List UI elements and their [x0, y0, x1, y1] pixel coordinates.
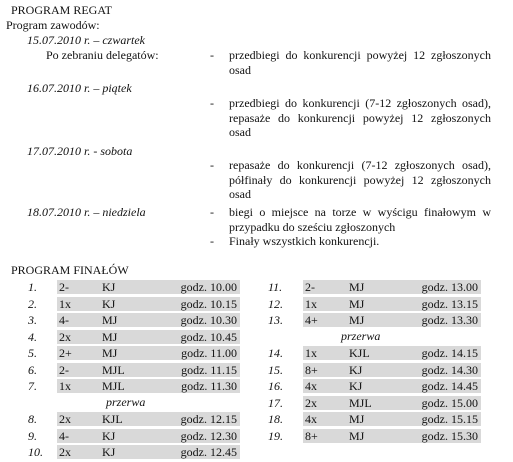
table-row: [303, 379, 481, 393]
race-number: 3.: [28, 313, 37, 327]
schedule-date: 17.07.2010 r. - sobota: [27, 144, 133, 158]
boat-class: 1x: [305, 346, 317, 360]
boat-class: 2-: [305, 280, 315, 294]
boat-class: 2x: [59, 412, 71, 426]
program-subtitle: Program zawodów:: [6, 18, 100, 32]
boat-class: 4+: [305, 313, 318, 327]
race-number: 6.: [28, 362, 37, 377]
category: MJ: [102, 346, 118, 360]
page-title: PROGRAM REGAT: [11, 3, 113, 17]
boat-class: 2x: [305, 395, 317, 410]
boat-class: 2-: [59, 280, 69, 294]
table-row: [57, 445, 240, 459]
race-number: 18.: [268, 412, 283, 426]
category: KJ: [349, 379, 363, 393]
race-number: 4.: [28, 329, 37, 344]
break-label: przerwa: [106, 394, 146, 409]
category: KJ: [102, 445, 116, 459]
category: KJL: [102, 412, 123, 426]
category: KJ: [102, 296, 116, 311]
race-time: godz. 13.00: [421, 280, 478, 294]
table-row: [57, 429, 240, 443]
boat-class: 2x: [59, 445, 71, 459]
race-number: 8.: [28, 412, 37, 426]
boat-class: 1x: [305, 296, 317, 311]
schedule-date: 16.07.2010 r. – piątek: [27, 81, 132, 95]
category: MJ: [349, 280, 365, 294]
race-time: godz. 11.30: [181, 379, 237, 393]
race-number: 16.: [268, 379, 283, 393]
category: MJ: [349, 313, 365, 327]
list-dash: -: [210, 96, 214, 110]
race-time: godz. 10.45: [180, 329, 237, 344]
schedule-item: przedbiegi do konkurencji (7-12 zgłoszonych osad), repasaże do konkurencji powyżej 12 zgłoszonych osad: [229, 96, 491, 139]
race-time: godz. 14.15: [421, 346, 478, 360]
table-row: [303, 297, 481, 311]
boat-class: 1x: [59, 296, 71, 311]
boat-class: 1x: [59, 379, 71, 393]
boat-class: 8+: [305, 428, 318, 443]
boat-class: 2x: [59, 329, 71, 344]
table-row: [57, 297, 240, 311]
table-row: [303, 346, 481, 360]
schedule-item: biegi o miejsce na torze w wyścigu finałowym w przypadku do sześciu zgłoszonych: [229, 205, 491, 234]
race-time: godz. 12.15: [180, 412, 237, 426]
schedule-item: repasaże do konkurencji (7-12 zgłoszonych osad), półfinały do konkurencji powyżej 12 zgłoszonych osad: [229, 158, 491, 201]
category: KJ: [102, 428, 116, 443]
race-time: godz. 13.30: [421, 313, 478, 327]
table-row: [303, 313, 481, 327]
schedule-item: przedbiegi do konkurencji powyżej 12 zgłoszonych osad: [229, 48, 491, 77]
table-row: [303, 280, 481, 294]
race-time: godz. 15.30: [421, 428, 478, 443]
schedule-date: 15.07.2010 r. – czwartek: [27, 33, 145, 47]
break-label: przerwa: [341, 328, 381, 343]
category: MJL: [349, 395, 372, 410]
list-dash: -: [210, 48, 214, 62]
race-time: godz. 14.45: [421, 379, 478, 393]
table-row: [57, 363, 240, 377]
race-number: 5.: [28, 346, 37, 360]
table-row: [57, 280, 240, 294]
boat-class: 2-: [59, 362, 69, 377]
table-row: [57, 346, 240, 360]
race-time: godz. 11.15: [181, 362, 237, 377]
table-row: [303, 412, 481, 426]
table-row: [57, 330, 240, 344]
category: MJ: [349, 428, 365, 443]
list-dash: -: [210, 234, 214, 248]
race-number: 2.: [28, 296, 37, 311]
category: MJ: [349, 296, 365, 311]
table-row: [303, 396, 481, 410]
boat-class: 4x: [305, 379, 317, 393]
list-dash: -: [210, 158, 214, 172]
boat-class: 4-: [59, 313, 69, 327]
table-row: [57, 412, 240, 426]
table-row: [303, 429, 481, 443]
race-time: godz. 12.30: [180, 428, 237, 443]
finals-title: PROGRAM FINAŁÓW: [11, 263, 129, 277]
race-number: 12.: [268, 296, 283, 311]
table-row: [57, 379, 240, 393]
race-time: godz. 10.15: [180, 296, 237, 311]
race-time: godz. 10.30: [180, 313, 237, 327]
category: KJL: [349, 346, 370, 360]
boat-class: 4x: [305, 412, 317, 426]
race-number: 10.: [28, 445, 43, 459]
race-number: 7.: [28, 379, 37, 393]
race-time: godz. 11.00: [181, 346, 237, 360]
boat-class: 8+: [305, 362, 318, 377]
race-number: 14.: [268, 346, 283, 360]
race-time: godz. 13.15: [421, 296, 478, 311]
schedule-note: Po zebraniu delegatów:: [46, 48, 159, 62]
race-number: 13.: [268, 313, 283, 327]
race-number: 19.: [268, 428, 283, 443]
schedule-item: Finały wszystkich konkurencji.: [229, 234, 380, 248]
category: MJL: [102, 379, 125, 393]
race-time: godz. 15.15: [421, 412, 478, 426]
category: KJ: [102, 280, 116, 294]
race-time: godz. 15.00: [421, 395, 478, 410]
race-time: godz. 10.00: [180, 280, 237, 294]
list-dash: -: [210, 205, 214, 219]
category: MJ: [102, 313, 118, 327]
boat-class: 4-: [59, 428, 69, 443]
race-number: 11.: [268, 280, 283, 294]
category: KJ: [349, 362, 363, 377]
schedule-date: 18.07.2010 r. – niedziela: [27, 205, 146, 219]
race-number: 9.: [28, 428, 37, 443]
category: MJL: [102, 362, 125, 377]
boat-class: 2+: [59, 346, 72, 360]
table-row: [57, 313, 240, 327]
race-number: 17.: [268, 395, 283, 410]
race-number: 15.: [268, 362, 283, 377]
category: MJ: [102, 329, 118, 344]
category: MJ: [349, 412, 365, 426]
table-row: [303, 363, 481, 377]
race-number: 1.: [28, 280, 37, 294]
race-time: godz. 12.45: [180, 445, 237, 459]
race-time: godz. 14.30: [421, 362, 478, 377]
